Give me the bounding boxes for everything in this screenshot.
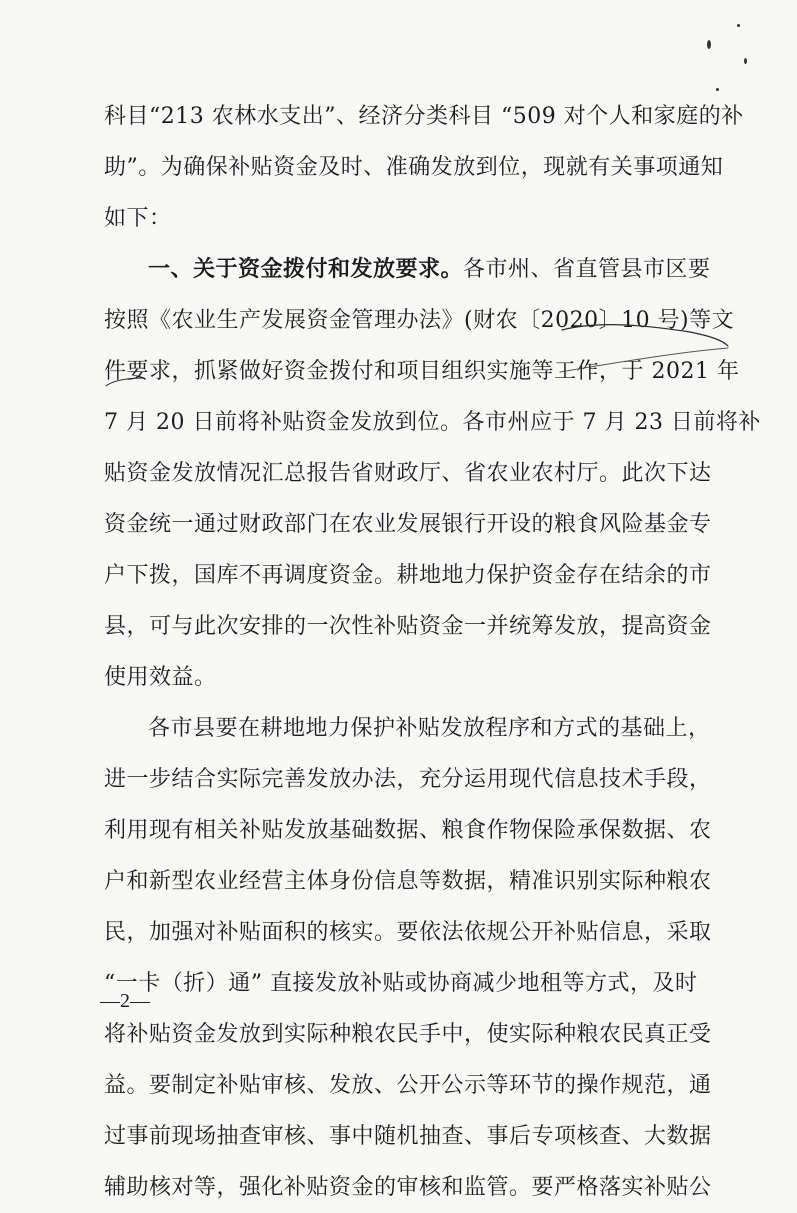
body-line: 助”。为确保补贴资金及时、准确发放到位，现就有关事项通知 xyxy=(104,155,724,180)
scan-speck xyxy=(707,40,711,49)
body-line: 利用现有相关补贴发放基础数据、粮食作物保险承保数据、农 xyxy=(104,818,712,843)
body-line: 科目“213 农林水支出”、经济分类科目 “509 对个人和家庭的补 xyxy=(104,104,744,129)
body-line: 使用效益。 xyxy=(104,665,217,690)
body-line: “一卡（折）通” 直接发放补贴或协商减少地租等方式，及时 xyxy=(104,971,698,996)
scan-speck xyxy=(737,24,740,27)
body-line: 辅助核对等，强化补贴资金的审核和监管。要严格落实补贴公 xyxy=(104,1175,712,1200)
body-line: 进一步结合实际完善发放办法，充分运用现代信息技术手段， xyxy=(104,767,712,792)
scan-speck xyxy=(716,88,719,91)
body-line: 户和新型农业经营主体身份信息等数据，精准识别实际种粮农 xyxy=(104,869,712,894)
body-line: 各市县要在耕地地力保护补贴发放程序和方式的基础上， xyxy=(148,716,711,741)
body-line: 贴资金发放情况汇总报告省财政厅、省农业农村厅。此次下达 xyxy=(104,461,712,486)
pen-annotation-stroke xyxy=(560,322,730,392)
section-heading: 一、关于资金拨付和发放要求。 xyxy=(148,257,464,282)
body-line: 过事前现场抽查审核、事中随机抽查、事后专项核查、大数据 xyxy=(104,1124,712,1149)
page-number: —2— xyxy=(100,990,150,1012)
body-line: 资金统一通过财政部门在农业发展银行开设的粮食风险基金专 xyxy=(104,512,712,537)
pen-annotation-tail xyxy=(104,372,164,392)
body-line: 按照《农业生产发展资金管理办法》(财农〔2020〕10 号)等文 xyxy=(104,308,735,333)
scan-speck xyxy=(744,58,747,64)
body-line: 民，加强对补贴面积的核实。要依法依规公开补贴信息，采取 xyxy=(104,920,712,945)
body-line: 如下： xyxy=(104,206,172,231)
body-line: 县，可与此次安排的一次性补贴资金一并统筹发放，提高资金 xyxy=(104,614,712,639)
section-heading-line xyxy=(104,245,711,295)
body-line: 益。要制定补贴审核、发放、公开公示等环节的操作规范，通 xyxy=(104,1073,712,1098)
body-line: 7 月 20 日前将补贴资金发放到位。各市州应于 7 月 23 日前将补 xyxy=(104,410,761,435)
body-line: 户下拨，国库不再调度资金。耕地地力保护资金存在结余的市 xyxy=(104,563,712,588)
body-line: 将补贴资金发放到实际种粮农民手中，使实际种粮农民真正受 xyxy=(104,1022,712,1047)
body-line: 件要求，抓紧做好资金拨付和项目组织实施等工作，于 2021 年 xyxy=(104,359,740,384)
body-text: 各市州、省直管县市区要 xyxy=(463,257,711,282)
